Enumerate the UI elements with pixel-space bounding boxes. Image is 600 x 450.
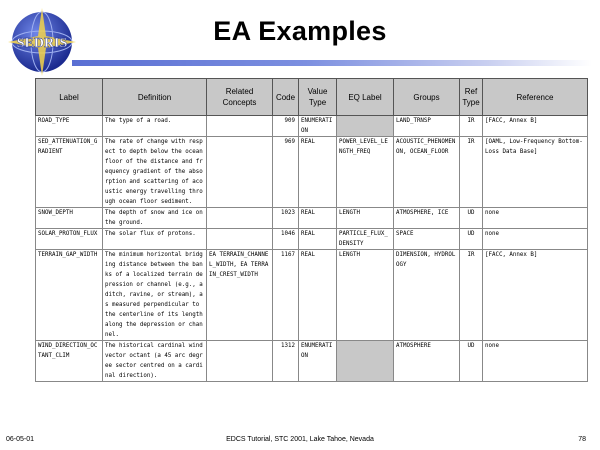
cell-reference: [FACC, Annex B]	[483, 116, 588, 137]
cell-ref-type: UD	[460, 229, 483, 250]
header-value-type: Value Type	[299, 79, 337, 116]
footer-page-number: 78	[578, 436, 586, 443]
header-groups: Groups	[394, 79, 460, 116]
cell-code: 1312	[273, 341, 299, 382]
cell-eq-label: LENGTH	[337, 208, 394, 229]
cell-code: 909	[273, 116, 299, 137]
cell-groups: DIMENSION, HYDROLOGY	[394, 250, 460, 341]
cell-related-concepts	[207, 208, 273, 229]
cell-definition: The solar flux of protons.	[103, 229, 207, 250]
cell-label: WIND_DIRECTION_OCTANT_CLIM	[36, 341, 103, 382]
cell-eq-label: LENGTH	[337, 250, 394, 341]
cell-ref-type: IR	[460, 116, 483, 137]
ea-table-container	[35, 78, 587, 382]
header-eq-label: EQ Label	[337, 79, 394, 116]
cell-reference: [OAML, Low-Frequency Bottom-Loss Data Base]	[483, 137, 588, 208]
cell-groups: ACOUSTIC_PHENOMENON, OCEAN_FLOOR	[394, 137, 460, 208]
cell-groups: ATMOSPHERE, ICE	[394, 208, 460, 229]
cell-value-type: REAL	[299, 208, 337, 229]
table-row	[36, 208, 588, 229]
cell-value-type: ENUMERATION	[299, 341, 337, 382]
cell-related-concepts: EA TERRAIN_CHANNEL_WIDTH, EA TERRAIN_CREST_WIDTH	[207, 250, 273, 341]
cell-label: ROAD_TYPE	[36, 116, 103, 137]
cell-eq-label	[337, 116, 394, 137]
cell-label: SOLAR_PROTON_FLUX	[36, 229, 103, 250]
cell-related-concepts	[207, 116, 273, 137]
cell-related-concepts	[207, 229, 273, 250]
header-code: Code	[273, 79, 299, 116]
cell-definition: The depth of snow and ice on the ground.	[103, 208, 207, 229]
cell-ref-type: IR	[460, 250, 483, 341]
table-row	[36, 250, 588, 341]
title-underline	[72, 60, 592, 66]
cell-reference: [FACC, Annex B]	[483, 250, 588, 341]
table-row	[36, 116, 588, 137]
cell-ref-type: UD	[460, 341, 483, 382]
ea-examples-table	[35, 78, 588, 382]
cell-code: 1167	[273, 250, 299, 341]
cell-definition: The minimum horizontal bridging distance between the banks of a localized terrain depression or channel (e.g., a ditch, ravine, or stream), as measured perpendicular to the centerline of its length along the depression or channel.	[103, 250, 207, 341]
cell-code: 1023	[273, 208, 299, 229]
cell-reference: none	[483, 208, 588, 229]
cell-groups: LAND_TRNSP	[394, 116, 460, 137]
header-definition: Definition	[103, 79, 207, 116]
cell-related-concepts	[207, 137, 273, 208]
cell-ref-type: IR	[460, 137, 483, 208]
cell-definition: The type of a road.	[103, 116, 207, 137]
cell-value-type: REAL	[299, 229, 337, 250]
cell-ref-type: UD	[460, 208, 483, 229]
header-ref-type: Ref Type	[460, 79, 483, 116]
cell-definition: The historical cardinal wind vector octant (a 45 arc degree sector centred on a cardinal direction).	[103, 341, 207, 382]
table-row	[36, 341, 588, 382]
header-label: Label	[36, 79, 103, 116]
cell-value-type: REAL	[299, 137, 337, 208]
cell-reference: none	[483, 229, 588, 250]
header-reference: Reference	[483, 79, 588, 116]
cell-reference: none	[483, 341, 588, 382]
slide-title: EA Examples	[213, 16, 387, 46]
footer-date: 06-05-01	[6, 436, 35, 443]
cell-code: 969	[273, 137, 299, 208]
cell-code: 1046	[273, 229, 299, 250]
footer-event: EDCS Tutorial, STC 2001, Lake Tahoe, Nevada	[226, 436, 374, 443]
cell-groups: ATMOSPHERE	[394, 341, 460, 382]
cell-value-type: REAL	[299, 250, 337, 341]
cell-definition: The rate of change with respect to depth below the ocean floor of the distance and frequency gradient of the absorption and scattering of acoustic energy travelling through ocean floor sediment.	[103, 137, 207, 208]
logo-text: SEDRIS	[16, 36, 68, 51]
cell-label: TERRAIN_GAP_WIDTH	[36, 250, 103, 341]
cell-eq-label: PARTICLE_FLUX_DENSITY	[337, 229, 394, 250]
cell-label: SED_ATTENUATION_GRADIENT	[36, 137, 103, 208]
cell-label: SNOW_DEPTH	[36, 208, 103, 229]
table-row	[36, 137, 588, 208]
cell-value-type: ENUMERATION	[299, 116, 337, 137]
table-header-row	[36, 79, 588, 116]
header-related-concepts: Related Concepts	[207, 79, 273, 116]
table-row	[36, 229, 588, 250]
cell-groups: SPACE	[394, 229, 460, 250]
cell-related-concepts	[207, 341, 273, 382]
cell-eq-label: POWER_LEVEL_LENGTH_FREQ	[337, 137, 394, 208]
cell-eq-label	[337, 341, 394, 382]
